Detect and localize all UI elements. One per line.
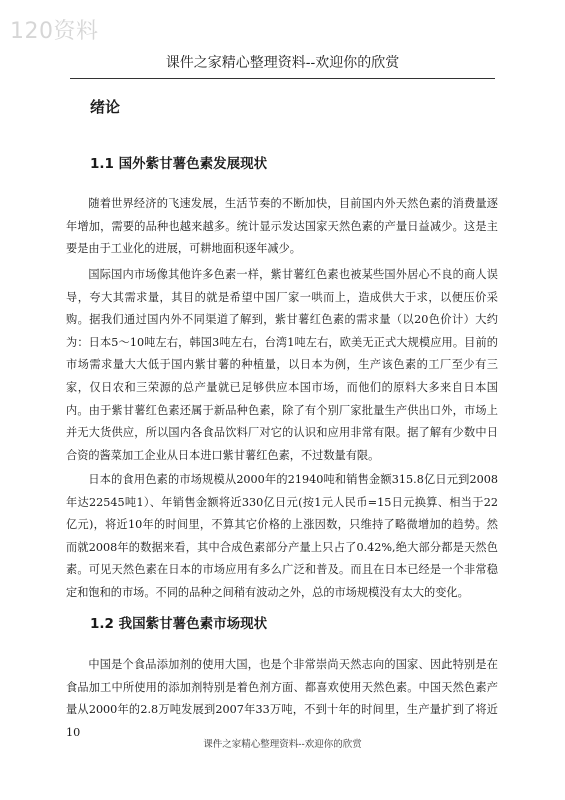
page-footer: 课件之家精心整理资料--欢迎你的欣赏	[203, 739, 362, 750]
section-1-paragraph-3: 日本的食用色素的市场规模从2000年的21940吨和销售金额315.8亿日元到2008年达22545吨1）、年销售金额将近330亿日元(按1元人民币=15日元换算、相当于22亿元)，将近10年的时间里，不算其它价格的上涨因数，只维持了略微增加的趋势。然而就2008年的数据来看，其中合成色素部分产量上只占了0.42%,绝大部分都是天然色素。可见天然色素在日本的市场应用有多么广泛和普及。而且在日本已经是一个非常稳定和饱和的市场。不同的品种之间稍有波动之外，总的市场规模没有太大的变化。	[66, 473, 498, 599]
section-2-paragraph-1: 中国是个食品添加剂的使用大国，也是个非常崇尚天然志向的国家、因此特别是在食品加工中所使用的添加剂特别是着色剂方面、都喜欢使用天然色素。中国天然色素产量从2000年的2.8万吨发展到2007年33万吨，不到十年的时间里，生产量扩到了将近10	[66, 658, 498, 739]
section-1-paragraph-1: 随着世界经济的飞速发展，生活节奏的不断加快，目前国内外天然色素的消费量逐年增加，需要的品种也越来越多。统计显示发达国家天然色素的产量日益减少。这是主要是由于工业化的进展，可耕地面积逐年减少。	[66, 197, 498, 256]
chapter-title: 绪论	[90, 98, 121, 116]
section-1-paragraph-2: 国际国内市场像其他许多色素一样，紫甘薯红色素也被某些国外居心不良的商人误导，夸大其需求量，其目的就是希望中国厂家一哄而上，造成供大于求，以便压价采购。据我们通过国内外不同渠道了解到，紫甘薯红色素的需求量（以20色价计）大约为：日本5～10吨左右，韩国3吨左右，台湾1吨左右，欧美无正式大规模应用。目前的市场需求量大大低于国内紫甘薯的种植量，以日本为例，生产该色素的工厂至少有三家，仅日农和三荣源的总产量就已足够供应本国市场，而他们的原料大多来自日本国内。由于紫甘薯红色素还属于新品种色素，除了有个别厂家批量生产供出口外，市场上并无大货供应，所以国内各食品饮料厂对它的认识和应用非常有限。据了解有少数中日合资的酱菜加工企业从日本进口紫甘薯红色素，不过数量有限。	[66, 268, 498, 462]
watermark-logo: 120资料	[10, 19, 99, 44]
page-header: 课件之家精心整理资料--欢迎你的欣赏	[70, 52, 495, 79]
section-1-title: 1.1 国外紫甘薯色素发展现状	[90, 156, 268, 172]
section-2-title: 1.2 我国紫甘薯色素市场现状	[90, 616, 268, 632]
